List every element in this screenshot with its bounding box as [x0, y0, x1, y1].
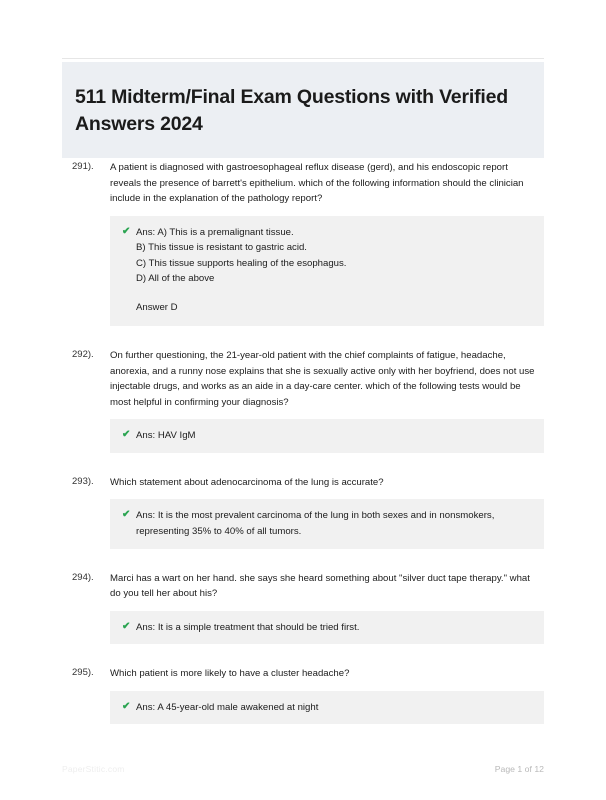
- answer-line: [122, 508, 532, 539]
- question-item: [62, 475, 544, 549]
- check-icon: ✔: [122, 509, 131, 521]
- answer-box: [110, 611, 544, 645]
- question-text: Which statement about adenocarcinoma of the lung is accurate?: [110, 476, 384, 488]
- question-item: [62, 160, 544, 326]
- answer-text: Ans: A) This is a premalignant tissue.: [136, 226, 294, 238]
- check-icon: ✔: [122, 429, 131, 441]
- questions-list: [62, 160, 544, 740]
- question-number: 295).: [72, 667, 94, 679]
- answer-text: D) All of the above: [136, 273, 215, 285]
- question-number: 292).: [72, 349, 94, 361]
- question-item: [62, 571, 544, 645]
- question-text: Which patient is more likely to have a cluster headache?: [110, 668, 350, 680]
- question-item: [62, 348, 544, 453]
- question-number: 293).: [72, 475, 94, 487]
- title-band: [62, 62, 544, 158]
- answer-line: [122, 225, 532, 241]
- watermark: PaperStitic.com: [62, 764, 125, 774]
- answer-text: Ans: It is a simple treatment that should be tried first.: [136, 621, 360, 633]
- answer-note: [122, 300, 532, 316]
- answer-box: [110, 419, 544, 453]
- answer-note-text: Answer D: [136, 301, 178, 313]
- answer-box: [110, 216, 544, 327]
- answer-text: B) This tissue is resistant to gastric acid.: [136, 242, 307, 254]
- header-divider: [62, 58, 544, 59]
- answer-text: C) This tissue supports healing of the esophagus.: [136, 257, 347, 269]
- check-icon: ✔: [122, 620, 131, 632]
- check-icon: ✔: [122, 225, 131, 237]
- page-footer: [62, 764, 544, 774]
- check-icon: ✔: [122, 700, 131, 712]
- answer-line: [122, 240, 532, 256]
- question-text: A patient is diagnosed with gastroesophageal reflux disease (gerd), and his endoscopic report reveals the presence of barrett's epithelium. which of the following information should the clinician include in the explanation of the pathology report?: [110, 162, 524, 205]
- answer-line: [122, 620, 532, 636]
- answer-line: [122, 428, 532, 444]
- answer-box: [110, 499, 544, 548]
- answer-line: [122, 256, 532, 272]
- answer-text: Ans: HAV IgM: [136, 430, 196, 442]
- question-text: On further questioning, the 21-year-old patient with the chief complaints of fatigue, headache, anorexia, and a runny nose explains that she is sexually active only with her boyfriend, does not use injectable drugs, and works as an aide in a day-care center. which of the following tests would be most helpful in confirming your diagnosis?: [110, 350, 535, 408]
- answer-box: [110, 691, 544, 725]
- page-title: 511 Midterm/Final Exam Questions with Verified Answers 2024: [75, 86, 508, 135]
- question-number: 291).: [72, 161, 94, 172]
- answer-line: [122, 700, 532, 716]
- question-number: 294).: [72, 571, 94, 583]
- answer-line: [122, 271, 532, 287]
- question-item: [62, 666, 544, 724]
- answer-text: Ans: A 45-year-old male awakened at night: [136, 701, 319, 713]
- answer-text: Ans: It is the most prevalent carcinoma of the lung in both sexes and in nonsmokers, representing 35% to 40% of all tumors.: [136, 510, 495, 537]
- question-text: Marci has a wart on her hand. she says she heard something about "silver duct tape therapy." what do you tell her about his?: [110, 572, 530, 600]
- page-number: Page 1 of 12: [494, 764, 544, 774]
